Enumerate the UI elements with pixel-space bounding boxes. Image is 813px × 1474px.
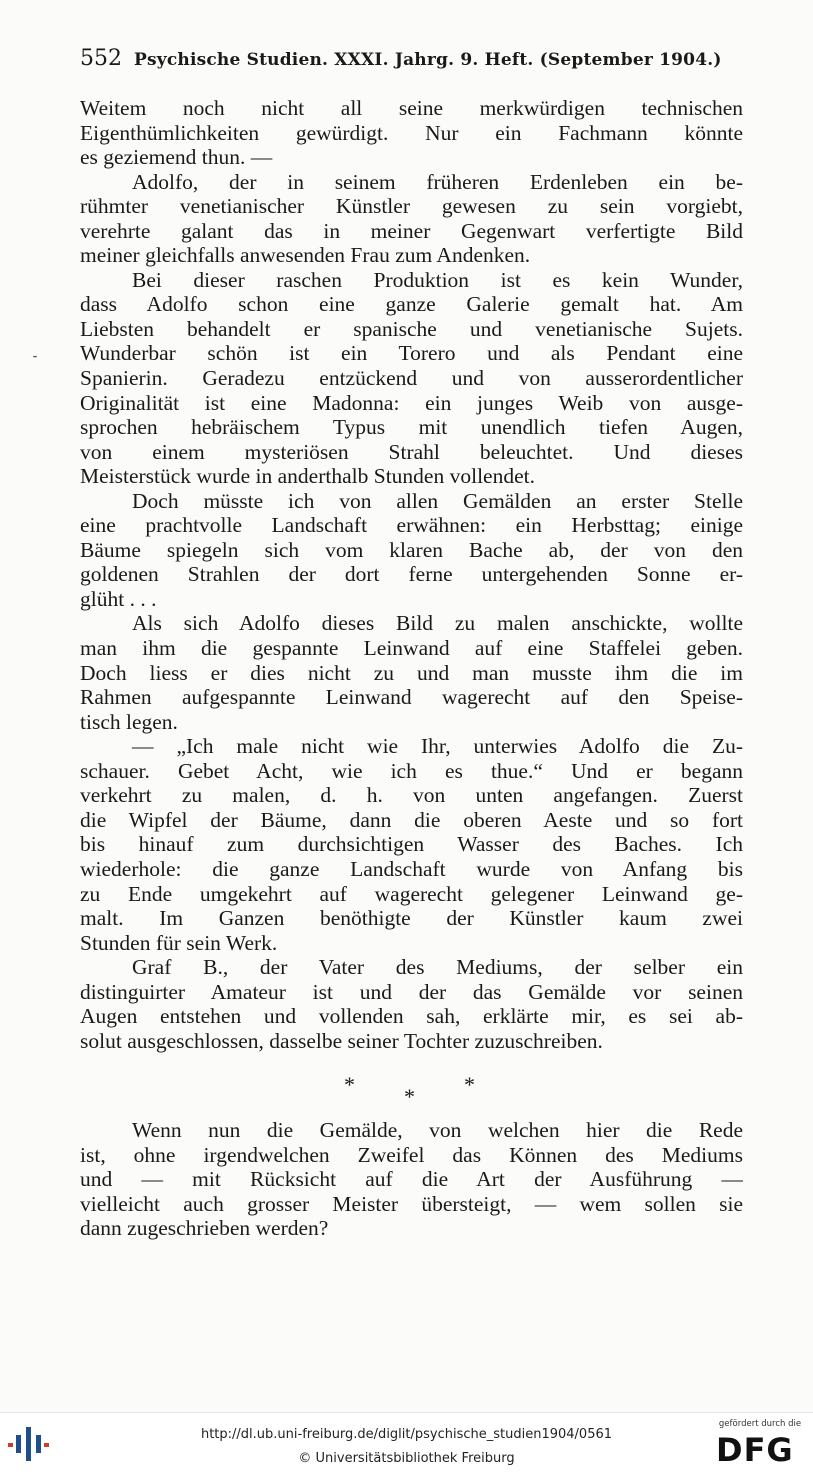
running-title: Psychische Studien. XXXI. Jahrg. 9. Heft. (September 1904.) <box>134 50 722 70</box>
text-line: Wenn nun die Gemälde, von welchen hier die Rede <box>132 1118 743 1142</box>
paragraph <box>80 734 743 955</box>
paragraph <box>80 489 743 612</box>
text-line: Liebsten behandelt er spanische und venetianische Sujets. <box>80 316 743 341</box>
text-line: dass Adolfo schon eine ganze Galerie gemalt hat. Am <box>80 292 743 317</box>
text-line: Rahmen aufgespannte Leinwand wagerecht auf den Speise- <box>80 685 743 710</box>
text-line: Augen entstehen und vollenden sah, erklärte mir, es sei ab- <box>80 1004 743 1029</box>
text-line: bis hinauf zum durchsichtigen Wasser des Baches. Ich <box>80 832 743 857</box>
text-line: wiederhole: die ganze Landschaft wurde von Anfang bis <box>80 856 743 881</box>
text-line: verkehrt zu malen, d. h. von unten angefangen. Zuerst <box>80 783 743 808</box>
text-line: Originalität ist eine Madonna: ein junges Weib von ausge- <box>80 390 743 415</box>
body-text <box>80 96 743 1053</box>
text-line: Weitem noch nicht all seine merkwürdigen technischen <box>80 96 743 120</box>
dfg-mark: DFG <box>716 1431 794 1469</box>
text-line: die Wipfel der Bäume, dann die oberen Aeste und so fort <box>80 807 743 832</box>
dfg-logo <box>712 1419 808 1471</box>
text-line: — „Ich male nicht wie Ihr, unterwies Adolfo die Zu- <box>132 734 743 759</box>
text-line: schauer. Gebet Acht, wie ich es thue.“ Und er begann <box>80 758 743 783</box>
text-line: zu Ende umgekehrt auf wagerecht gelegener Leinwand ge- <box>80 881 743 906</box>
text-line: Graf B., der Vater des Mediums, der selber ein <box>132 955 743 980</box>
text-line: von einem mysteriösen Strahl beleuchtet. Und dieses <box>80 439 743 464</box>
separator-star: * <box>404 1084 415 1109</box>
text-line: glüht . . . <box>80 586 157 611</box>
source-url-link[interactable]: http://dl.ub.uni-freiburg.de/diglit/psychische_studien1904/0561 <box>200 1427 613 1442</box>
text-line: Meisterstück wurde in anderthalb Stunden vollendet. <box>80 464 535 489</box>
page-header <box>80 46 752 71</box>
paragraph <box>80 611 743 734</box>
text-line: goldenen Strahlen der dort ferne untergehenden Sonne er- <box>80 562 743 587</box>
text-line: Doch liess er dies nicht zu und man musste ihm die im <box>80 660 743 685</box>
text-line: malt. Im Ganzen benöthigte der Künstler kaum zwei <box>80 906 743 931</box>
paragraph <box>80 955 743 1053</box>
text-line: Doch müsste ich von allen Gemälden an erster Stelle <box>132 488 743 513</box>
text-line: man ihm die gespannte Leinwand auf eine Staffelei geben. <box>80 636 743 661</box>
text-line: meiner gleichfalls anwesenden Frau zum Andenken. <box>80 243 531 268</box>
page-number: 552 <box>80 46 122 71</box>
text-line: Spanierin. Geradezu entzückend und von ausserordentlicher <box>80 366 743 391</box>
text-line: tisch legen. <box>80 709 178 734</box>
margin-mark: ⁃ <box>32 350 38 364</box>
text-line: rühmter venetianischer Künstler gewesen zu sein vorgiebt, <box>80 194 743 219</box>
text-line: distinguirter Amateur ist und der das Gemälde vor seinen <box>80 979 743 1004</box>
text-line: es geziemend thun. — <box>80 145 273 170</box>
text-line: ist, ohne irgendwelchen Zweifel das Können des Mediums <box>80 1142 743 1167</box>
text-line: verehrte galant das in meiner Gegenwart verfertigte Bild <box>80 218 743 243</box>
text-line: und — mit Rücksicht auf die Art der Ausführung — <box>80 1167 743 1192</box>
text-line: vielleicht auch grosser Meister übersteigt, — wem sollen sie <box>80 1191 743 1216</box>
paragraph <box>80 96 743 170</box>
text-line: Wunderbar schön ist ein Torero und als Pendant eine <box>80 341 743 366</box>
text-line: Bäume spiegeln sich vom klaren Bache ab, der von den <box>80 537 743 562</box>
paragraph <box>80 268 743 489</box>
separator-star: * <box>344 1072 355 1097</box>
separator-star: * <box>464 1072 475 1097</box>
closing-paragraph <box>80 1118 743 1241</box>
text-line: solut ausgeschlossen, dasselbe seiner Tochter zuzuschreiben. <box>80 1028 603 1053</box>
text-line: Adolfo, der in seinem früheren Erdenleben ein be- <box>132 169 743 194</box>
viewer-footer <box>0 1412 813 1474</box>
copyright-notice: © Universitätsbibliothek Freiburg <box>298 1451 515 1466</box>
text-line: sprochen hebräischem Typus mit unendlich tiefen Augen, <box>80 415 743 440</box>
text-line: eine prachtvolle Landschaft erwähnen: ein Herbsttag; einige <box>80 513 743 538</box>
text-line: Als sich Adolfo dieses Bild zu malen anschickte, wollte <box>132 611 743 636</box>
text-line: Eigenthümlichkeiten gewürdigt. Nur ein Fachmann könnte <box>80 120 743 145</box>
text-line: dann zugeschrieben werden? <box>80 1216 329 1241</box>
paragraph <box>80 170 743 268</box>
section-separator <box>330 1072 490 1112</box>
text-line: Stunden für sein Werk. <box>80 930 278 955</box>
dfg-caption: gefördert durch die <box>718 1419 802 1429</box>
text-line: Bei dieser raschen Produktion ist es kein Wunder, <box>132 267 743 292</box>
